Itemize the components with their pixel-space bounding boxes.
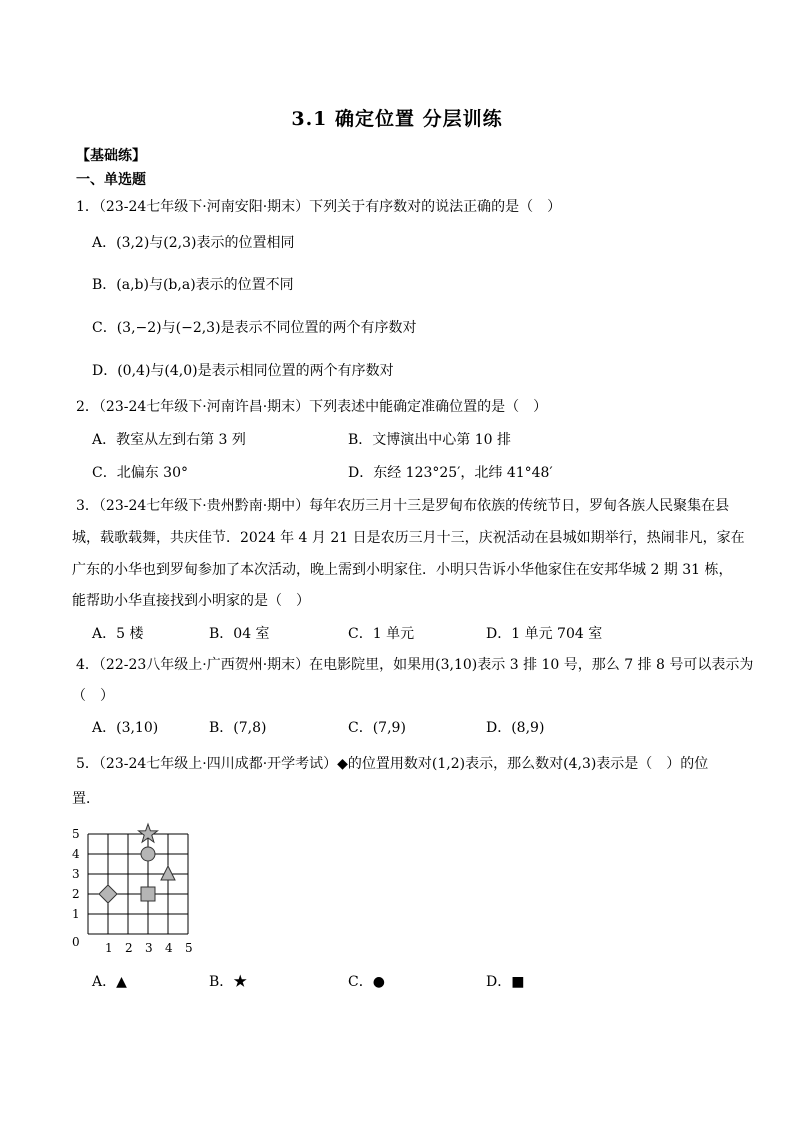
q2-stem: 2．（23-24七年级下·河南许昌·期末）下列表述中能确定准确位置的是（ ） [76,399,548,415]
page-title: 3.1 确定位置 分层训练 [291,108,503,130]
q1-option-a: A．(3,2)与(2,3)表示的位置相同 [92,235,295,251]
y-tick-label: 1 [72,907,80,921]
x-tick-label: 3 [145,941,153,955]
q2-option-b: B．文博演出中心第 10 排 [348,432,512,448]
q2-option-d: D．东经 123°25′，北纬 41°48′ [348,465,553,481]
circle-shape [141,847,155,861]
q4-stem-line2: （ ） [72,688,114,704]
x-tick-label: 4 [165,941,173,955]
y-tick-label: 4 [72,847,80,861]
part-heading: 一、单选题 [76,172,146,188]
q3-stem-line1: 3．（23-24七年级下·贵州黔南·期中）每年农历三月十三是罗甸布依族的传统节日，罗甸各族人民聚集在县 [76,498,730,514]
q4-stem-line1: 4．（22-23八年级上·广西贺州·期末）在电影院里，如果用(3,10)表示 3 排 10 号，那么 7 排 8 号可以表示为 [76,657,754,673]
q3-stem-line2: 城，载歌载舞，共庆佳节．2024 年 4 月 21 日是农历三月十三，庆祝活动在县城如期举行，热闹非凡，家在 [72,530,745,546]
q3-option-c: C．1 单元 [348,626,415,642]
y-tick-label: 3 [72,867,80,881]
q4-option-a: A．(3,10) [92,720,159,736]
q3-stem-line4: 能帮助小华直接找到小明家的是（ ） [72,593,310,609]
x-tick-label: 1 [105,941,113,955]
triangle-shape [161,866,175,880]
section-heading: 【基础练】 [76,148,146,164]
q1-option-d: D．(0,4)与(4,0)是表示相同位置的两个有序数对 [92,363,394,379]
q5-stem-line2: 置． [72,791,100,807]
q3-option-d: D．1 单元 704 室 [486,626,603,642]
q5-option-d: D．■ [486,974,525,990]
coordinate-grid-figure [72,822,202,962]
q4-option-b: B．(7,8) [209,720,267,736]
y-tick-label: 5 [72,827,80,841]
q5-option-c: C．● [348,974,385,990]
square-shape [141,887,155,901]
q5-stem-line1: 5．（23-24七年级上·四川成都·开学考试）◆的位置用数对(1,2)表示，那么数对(4,3)表示是（ ）的位 [76,756,709,772]
q1-stem: 1．（23-24七年级下·河南安阳·期末）下列关于有序数对的说法正确的是（ ） [76,199,562,215]
q1-option-b: B．(a,b)与(b,a)表示的位置不同 [92,277,294,293]
x-tick-label: 2 [125,941,133,955]
x-tick-label: 5 [185,941,193,955]
q5-option-b: B．★ [209,974,248,990]
q3-option-a: A．5 楼 [92,626,144,642]
y-tick-label: 0 [72,935,80,949]
q3-stem-line3: 广东的小华也到罗甸参加了本次活动，晚上需到小明家住．小明只告诉小华他家住在安邦华城 2 期 31 栋， [72,562,733,578]
q1-option-c: C．(3,−2)与(−2,3)是表示不同位置的两个有序数对 [92,320,417,336]
q4-option-d: D．(8,9) [486,720,545,736]
q2-option-a: A．教室从左到右第 3 列 [92,432,246,448]
q4-option-c: C．(7,9) [348,720,406,736]
coordinate-grid [72,822,202,962]
diamond-shape [99,885,117,903]
q2-option-c: C．北偏东 30° [92,465,188,481]
q5-option-a: A．▲ [92,974,127,990]
y-tick-label: 2 [72,887,80,901]
q3-option-b: B．04 室 [209,626,270,642]
